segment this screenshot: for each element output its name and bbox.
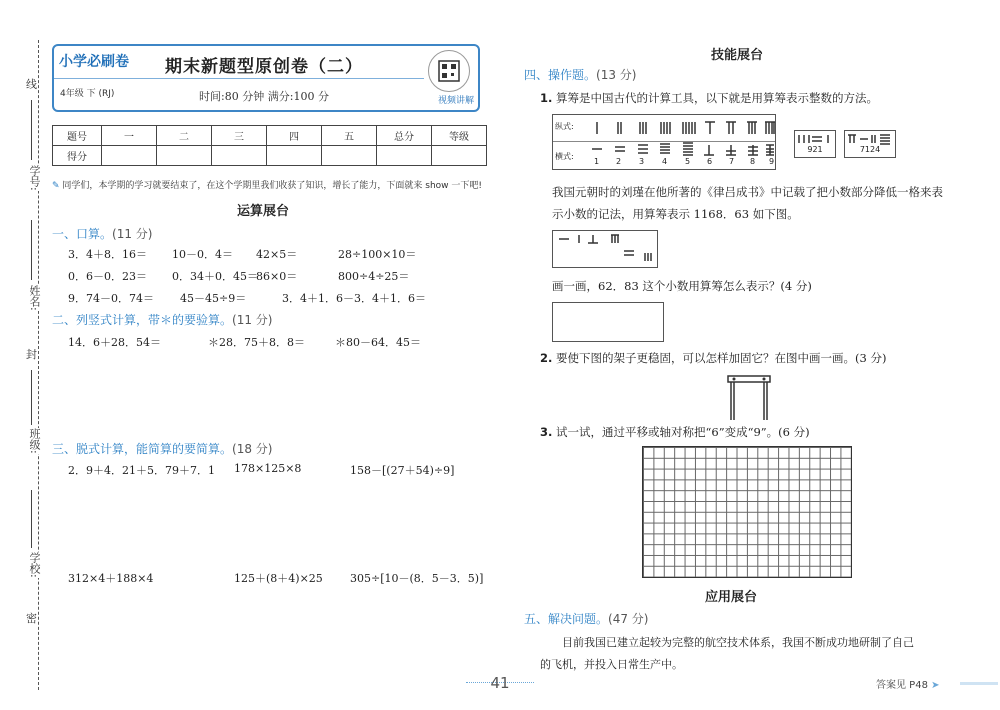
oral-item: 3．4＋1．6－3．4＋1．6＝	[282, 292, 426, 305]
margin-seal-char: 封	[26, 348, 37, 361]
oral-item: 86×0＝	[256, 270, 298, 283]
rod-digit: 1	[594, 157, 600, 166]
margin-name-line	[31, 220, 32, 280]
oral-item: 3．4＋8．16＝	[68, 248, 147, 261]
exam-header	[52, 44, 480, 112]
counting-rods-table	[552, 114, 776, 170]
oral-item: 45－45÷9＝	[180, 292, 247, 305]
score-table-header-row	[53, 126, 487, 146]
q4-part2-text: 2. 要使下图的架子更稳固，可以怎样加固它？在图中画一画。(3 分)	[540, 351, 887, 365]
oral-item: 28÷100×10＝	[338, 248, 417, 261]
table-cell: 四	[267, 126, 322, 146]
intro-text	[52, 178, 482, 191]
question-3-heading: 三、脱式计算，能简算的要简算。(18 分)	[52, 442, 273, 456]
table-cell: 三	[212, 126, 267, 146]
score-input-cell[interactable]	[102, 146, 157, 166]
answer-drawing-box[interactable]	[552, 302, 664, 342]
table-cell: 总分	[377, 126, 432, 146]
score-input-cell[interactable]	[212, 146, 267, 166]
q5-text-line: 目前我国已建立起较为完整的航空技术体系，我国不断成功地研制了自己	[562, 636, 914, 649]
rod-example-7124	[844, 130, 896, 158]
rod-digit: 5	[685, 157, 691, 166]
rods-1168-63	[552, 230, 658, 268]
table-cell: 五	[322, 126, 377, 146]
oral-item: 9．74－0．74＝	[68, 292, 154, 305]
vertical-rods-label: 纵式:	[555, 122, 574, 131]
table-cell: 一	[102, 126, 157, 146]
rod-example-value: 921	[807, 145, 823, 154]
qr-code-icon[interactable]	[428, 50, 470, 92]
score-input-cell[interactable]	[157, 146, 212, 166]
intro-message: 同学们，本学期的学习就要结束了，在这个学期里我们收获了知识，增长了能力，下面就来 show 一下吧!	[62, 181, 483, 191]
table-cell: 等级	[432, 126, 487, 146]
margin-seal-char: 线	[26, 78, 37, 91]
rod-digit: 4	[662, 157, 668, 166]
grade-label: 4年级 下 (RJ)	[60, 89, 115, 99]
oral-item: 42×5＝	[256, 248, 298, 261]
margin-student-id-line	[31, 100, 32, 160]
arrow-right-icon: ➤	[931, 680, 940, 691]
stepwise-calc-item: 2．9＋4．21＋5．79＋7．1	[68, 464, 215, 477]
rod-digit: 2	[616, 157, 622, 166]
shelf-frame-figure[interactable]	[724, 370, 774, 422]
margin-class-label: 班级:	[28, 428, 41, 454]
pencil-icon: ✎	[52, 181, 60, 191]
stepwise-calc-item: 312×4＋188×4	[68, 572, 154, 585]
q4-draw-instruction: 画一画，62．83 这个小数用算筹怎么表示？(4 分)	[552, 279, 812, 293]
table-cell: 二	[157, 126, 212, 146]
rod-digit: 9	[769, 157, 775, 166]
rod-digit: 3	[639, 157, 645, 166]
score-table-score-row	[53, 146, 487, 166]
stepwise-calc-item: 125＋(8＋4)×25	[234, 572, 323, 585]
question-2-heading: 二、列竖式计算，带＊的要验算。(11 分)	[52, 313, 273, 327]
answer-reference-text: 答案见 P48	[876, 680, 928, 691]
header-divider	[134, 78, 424, 79]
brand-label: 小学必刷卷	[54, 46, 134, 79]
question-5-heading: 五、解决问题。(47 分)	[524, 612, 649, 626]
oral-item: 0．34＋0．45＝	[172, 270, 258, 283]
table-cell: 得分	[53, 146, 102, 166]
q4-text-line: 我国元朝时的刘瑾在他所著的《律吕成书》中记载了把小数部分降低一格来表	[552, 185, 943, 199]
score-input-cell[interactable]	[322, 146, 377, 166]
oral-item: 10－0．4＝	[172, 248, 233, 261]
oral-item: 800÷4÷25＝	[338, 270, 410, 283]
section-title-skills: 技能展台	[710, 48, 763, 63]
rods-1168-63-drawing	[553, 231, 657, 267]
rod-example-921	[794, 130, 836, 158]
margin-school-line	[31, 490, 32, 548]
page-number: 41	[490, 674, 510, 692]
drawing-grid[interactable]	[642, 446, 852, 578]
stepwise-calc-item: 178×125×8	[234, 462, 302, 475]
video-explain-label[interactable]: 视频讲解	[437, 96, 474, 106]
score-input-cell[interactable]	[267, 146, 322, 166]
table-cell: 题号	[53, 126, 102, 146]
section-title-application: 应用展台	[704, 590, 757, 605]
rod-digit: 8	[750, 157, 756, 166]
rod-digit: 6	[707, 157, 713, 166]
margin-seal-char: 密	[26, 612, 37, 625]
score-table	[52, 125, 487, 166]
vertical-calc-item: 14．6＋28．54＝	[68, 336, 161, 349]
margin-student-id-label: 学号:	[28, 165, 41, 191]
footer-band	[960, 682, 998, 685]
answer-reference	[876, 676, 940, 691]
question-4-heading: 四、操作题。(13 分)	[524, 68, 637, 82]
q4-part3-text: 3. 试一试，通过平移或轴对称把“6”变成“9”。(6 分)	[540, 425, 810, 439]
exam-title: 期末新题型原创卷（二）	[165, 57, 363, 77]
stepwise-calc-item: 305÷[10－(8．5－3．5)]	[350, 572, 484, 585]
rod-example-value: 7124	[859, 145, 881, 154]
vertical-calc-item: ＊80－64．45＝	[335, 336, 421, 349]
oral-item: 0．6－0．23＝	[68, 270, 147, 283]
rod-example-921-drawing	[795, 131, 835, 145]
margin-school-label: 学校:	[28, 552, 41, 578]
stepwise-calc-item: 158－[(27＋54)÷9]	[350, 464, 455, 477]
exam-meta: 时间:80 分钟 满分:100 分	[199, 90, 329, 103]
section-title-operations: 运算展台	[236, 204, 289, 219]
binding-dashed-line	[38, 40, 39, 690]
vertical-calc-item: ＊28．75＋8．8＝	[208, 336, 305, 349]
rod-digit: 7	[729, 157, 735, 166]
margin-class-line	[31, 370, 32, 425]
score-input-cell[interactable]	[432, 146, 487, 166]
margin-name-label: 姓名:	[28, 285, 41, 311]
rod-example-7124-drawing	[845, 131, 895, 145]
rod-digit-row	[589, 157, 775, 167]
q4-part1-text: 1. 算筹是中国古代的计算工具，以下就是用算筹表示整数的方法。	[540, 91, 879, 105]
score-input-cell[interactable]	[377, 146, 432, 166]
q5-text-line: 的飞机，并投入日常生产中。	[540, 658, 683, 671]
q4-text-line: 示小数的记法，用算筹表示 1168．63 如下图。	[552, 207, 799, 221]
question-1-heading: 一、口算。(11 分)	[52, 227, 153, 241]
horizontal-rods-label: 横式:	[555, 152, 574, 161]
